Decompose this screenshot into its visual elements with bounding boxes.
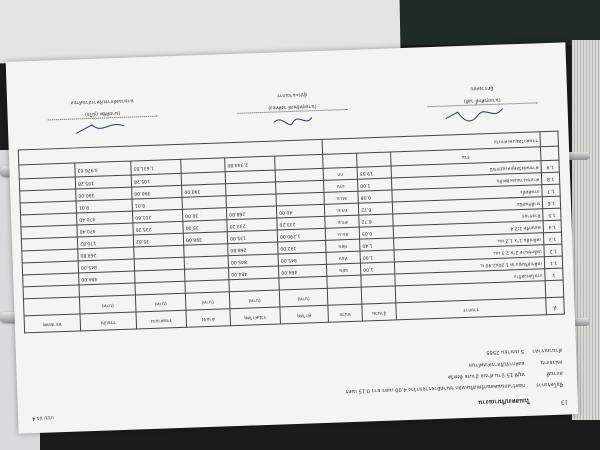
project-info bbox=[30, 342, 563, 405]
table-cell bbox=[20, 189, 76, 203]
table-cell bbox=[181, 172, 225, 186]
table-cell: กก bbox=[323, 167, 357, 180]
table-cell: 1.00 bbox=[360, 262, 394, 275]
column-header: หมายเหตุ bbox=[24, 314, 81, 333]
column-unit: (บาท) bbox=[229, 290, 280, 309]
column-unit: (บาท) bbox=[185, 292, 230, 311]
table-cell: 105.28 bbox=[75, 175, 131, 189]
table-cell bbox=[276, 192, 324, 206]
table-cell: 1.00 bbox=[357, 178, 391, 191]
info-value: 5 เมษายน 2565 bbox=[486, 348, 525, 356]
column-header: หน่วย bbox=[328, 304, 363, 322]
table-cell: 484.00 bbox=[278, 264, 326, 278]
table-cell bbox=[79, 283, 135, 297]
signer-name: (นายสุรศักดิ์ วงศ์) bbox=[463, 96, 501, 103]
table-cell: ทาสีกันสนิม bbox=[392, 197, 542, 214]
table-cell: 192.00 bbox=[278, 240, 326, 254]
signer-role: นายกองค์การบริหารส่วนตำบล bbox=[70, 97, 134, 105]
table-cell: 1.2 bbox=[544, 244, 562, 257]
table-cell: 845.00 bbox=[278, 252, 326, 266]
table-cell bbox=[226, 194, 276, 208]
table-cell: 0.05 bbox=[359, 226, 393, 239]
table-cell: 1.1 bbox=[544, 256, 562, 269]
table-cell: 1.4 bbox=[543, 220, 561, 233]
table-cell bbox=[134, 245, 184, 259]
column-unit bbox=[361, 286, 396, 304]
table-cell: 268.80 bbox=[228, 242, 278, 256]
table-cell: 1.7 bbox=[542, 184, 560, 197]
table-cell bbox=[21, 225, 77, 239]
total-materials: 2,344.80 bbox=[225, 156, 275, 172]
table-cell bbox=[23, 285, 79, 299]
table-cell: 233.20 bbox=[277, 216, 325, 230]
table-cell: 268.80 bbox=[78, 247, 134, 261]
table-cell bbox=[19, 177, 75, 191]
table-cell bbox=[361, 274, 395, 287]
table-cell: งาน bbox=[324, 179, 358, 192]
table-cell: 8.01 bbox=[132, 197, 182, 211]
handwritten-signature bbox=[437, 102, 508, 124]
table-cell: 6.72 bbox=[358, 202, 392, 215]
table-cell bbox=[23, 273, 79, 287]
table-cell: 1.6 bbox=[542, 196, 560, 209]
table-cell: - bbox=[184, 256, 228, 270]
table-cell bbox=[327, 275, 361, 288]
info-label: คำนวณราคา bbox=[532, 346, 563, 354]
table-cell: งานโครงสร้าง bbox=[395, 269, 545, 286]
table-cell bbox=[279, 276, 327, 290]
table-cell: 30.00 bbox=[182, 208, 226, 222]
table-cell bbox=[19, 163, 75, 179]
column-unit: (บาท) bbox=[79, 295, 136, 314]
signer-name: (นายพิชิต ภูมิใจ) bbox=[84, 109, 121, 117]
table-cell: 135.00 bbox=[227, 230, 277, 244]
info-value: ก่อสร้างถนนคอนกรีตเสริมเหล็ก ขนาดผิวจราจรกว้าง 4.00 เมตร ยาว 0.15 เมตร bbox=[345, 381, 526, 395]
table-cell: 19.55 bbox=[357, 166, 391, 179]
signer-role: ผู้ประมาณการ bbox=[277, 91, 307, 98]
table-cell bbox=[226, 182, 276, 196]
table-cell: ท่อน bbox=[326, 251, 360, 264]
handwritten-signature bbox=[68, 116, 129, 138]
table-cell: ค่าขนส่งวัสดุและอุปกรณ์ bbox=[391, 161, 541, 178]
table-cell bbox=[135, 281, 185, 295]
info-label: สถานที่ bbox=[546, 369, 563, 376]
table-cell: 35.82 bbox=[133, 233, 183, 247]
table-cell: 484.00 bbox=[228, 266, 278, 280]
table-cell: ตร.ม. bbox=[324, 203, 358, 216]
column-header: ค่าแรง bbox=[186, 309, 231, 328]
binder-background bbox=[390, 0, 600, 45]
table-cell bbox=[357, 152, 391, 167]
table-cell bbox=[20, 201, 76, 215]
table-cell: 1.8 bbox=[541, 172, 559, 185]
column-unit bbox=[23, 297, 80, 316]
column-header: รวมค่าแรง bbox=[136, 310, 187, 329]
table-cell: ค่าแรงงานและจัดเก็บ bbox=[391, 173, 541, 190]
table-cell: 233.20 bbox=[227, 218, 277, 232]
table-cell: 40.00 bbox=[276, 204, 324, 218]
document-sheet bbox=[6, 42, 579, 433]
table-cell bbox=[184, 244, 228, 258]
info-label: หน่วยงาน bbox=[540, 358, 563, 365]
column-header: จำนวน bbox=[362, 303, 397, 321]
document-title: ใบแสดงปริมาณงาน bbox=[478, 396, 530, 406]
table-cell bbox=[134, 257, 184, 271]
table-cell: 1,290.00 bbox=[277, 228, 325, 242]
table-cell: 845.00 bbox=[78, 259, 134, 273]
total-labour: 1,631.83 bbox=[131, 159, 181, 175]
table-cell bbox=[22, 249, 78, 263]
table-cell: 470.40 bbox=[76, 211, 132, 225]
table-cell: 470.40 bbox=[77, 223, 133, 237]
column-unit bbox=[327, 287, 362, 305]
signer-name: (นายสุทธิพงษ์ วงศ์ทอง) bbox=[268, 103, 317, 110]
table-cell: 484.00 bbox=[79, 271, 135, 285]
signer-role: ผู้ตรวจสอบ bbox=[470, 85, 494, 91]
table-cell: 390.00 bbox=[132, 185, 182, 199]
table-cell: เหล็กเสริมขนาด 1.20x2.40 ม. bbox=[394, 257, 544, 274]
column-header: รวมค่าวัสดุ bbox=[230, 307, 281, 326]
table-cell: 1.9 bbox=[541, 160, 559, 173]
table-cell bbox=[229, 278, 279, 292]
table-cell bbox=[275, 154, 323, 170]
total-label: รวม bbox=[391, 147, 541, 166]
table-cell: 6.72 bbox=[359, 214, 393, 227]
table-cell bbox=[323, 153, 357, 168]
table-cell: 268.80 bbox=[226, 206, 276, 220]
info-value: องค์การบริหารส่วนตำบล bbox=[468, 359, 525, 368]
column-header: รายการ bbox=[396, 298, 547, 320]
quantity-table bbox=[18, 131, 565, 334]
table-cell: 235.20 bbox=[133, 221, 183, 235]
table-cell: ผิวจราจร bbox=[393, 209, 543, 226]
table-cell: 390.00 bbox=[76, 187, 132, 201]
table-cell: ตร.ม. bbox=[325, 215, 359, 228]
table-cell bbox=[135, 269, 185, 283]
table-cell bbox=[21, 237, 77, 251]
form-code: แบบ ปร.4 bbox=[32, 414, 55, 422]
table-cell bbox=[275, 168, 323, 182]
table-cell: งานติดตั้ง bbox=[392, 185, 542, 202]
table-cell: 105.28 bbox=[131, 173, 181, 187]
total-amount: 3,976.63 bbox=[75, 161, 131, 177]
table-cell: 390.00 bbox=[182, 184, 226, 198]
column-unit: (บาท) bbox=[135, 293, 186, 312]
table-cell: 845.00 bbox=[228, 254, 278, 268]
table-cell bbox=[225, 170, 275, 184]
table-cell bbox=[21, 213, 77, 227]
table-cell bbox=[540, 131, 559, 147]
table-cell: 8.01 bbox=[76, 199, 132, 213]
info-value: หมู่ที่ 15 บ้าน ตำบล อำเภอ จังหวัด bbox=[447, 370, 525, 380]
info-label: ชื่อโครงการ bbox=[536, 380, 564, 388]
table-cell: 170.82 bbox=[77, 235, 133, 249]
column-unit: (บาท) bbox=[279, 288, 328, 307]
column-header: ที่ bbox=[546, 297, 565, 315]
handwritten-signature bbox=[268, 109, 319, 131]
table-cell bbox=[22, 261, 78, 275]
table-cell: 201.60 bbox=[132, 209, 182, 223]
table-cell: 1.40 bbox=[360, 238, 394, 251]
table-cell: เหล็กขนาด 2"x 2.3 มม. bbox=[394, 245, 544, 262]
table-cell: 1.3 bbox=[543, 232, 561, 245]
table-cell bbox=[276, 180, 324, 194]
table-cell: ลบ.ม. bbox=[325, 227, 359, 240]
table-cell bbox=[185, 268, 229, 282]
sheet-number: 13 bbox=[560, 398, 568, 405]
table-cell: 398.00 bbox=[183, 232, 227, 246]
signature-block bbox=[26, 55, 548, 133]
table-cell: 35.00 bbox=[183, 220, 227, 234]
table-cell: ลบ.ม. bbox=[324, 191, 358, 204]
table-cell: ท่อน bbox=[326, 239, 360, 252]
table-cell: เหล็กเส้น 1"x 1.2 มม. bbox=[394, 233, 544, 250]
table-cell: คอนกรีต 1:2:4 bbox=[393, 221, 543, 238]
table-cell: 1.5 bbox=[543, 208, 561, 221]
column-header: รวมเงิน bbox=[80, 312, 137, 331]
table-cell: 1.00 bbox=[360, 250, 394, 263]
table-cell bbox=[185, 280, 229, 294]
table-cell: แผ่น bbox=[326, 263, 360, 276]
summary-label: รวมค่าวัสดุและค่าแรง bbox=[322, 132, 540, 155]
table-cell bbox=[540, 146, 558, 161]
table-cell: 1 bbox=[545, 268, 563, 281]
table-cell bbox=[181, 158, 225, 174]
table-cell: 0.08 bbox=[358, 190, 392, 203]
column-header: ค่าวัสดุ bbox=[280, 305, 329, 324]
table-cell bbox=[182, 196, 226, 210]
column-unit bbox=[545, 280, 564, 298]
